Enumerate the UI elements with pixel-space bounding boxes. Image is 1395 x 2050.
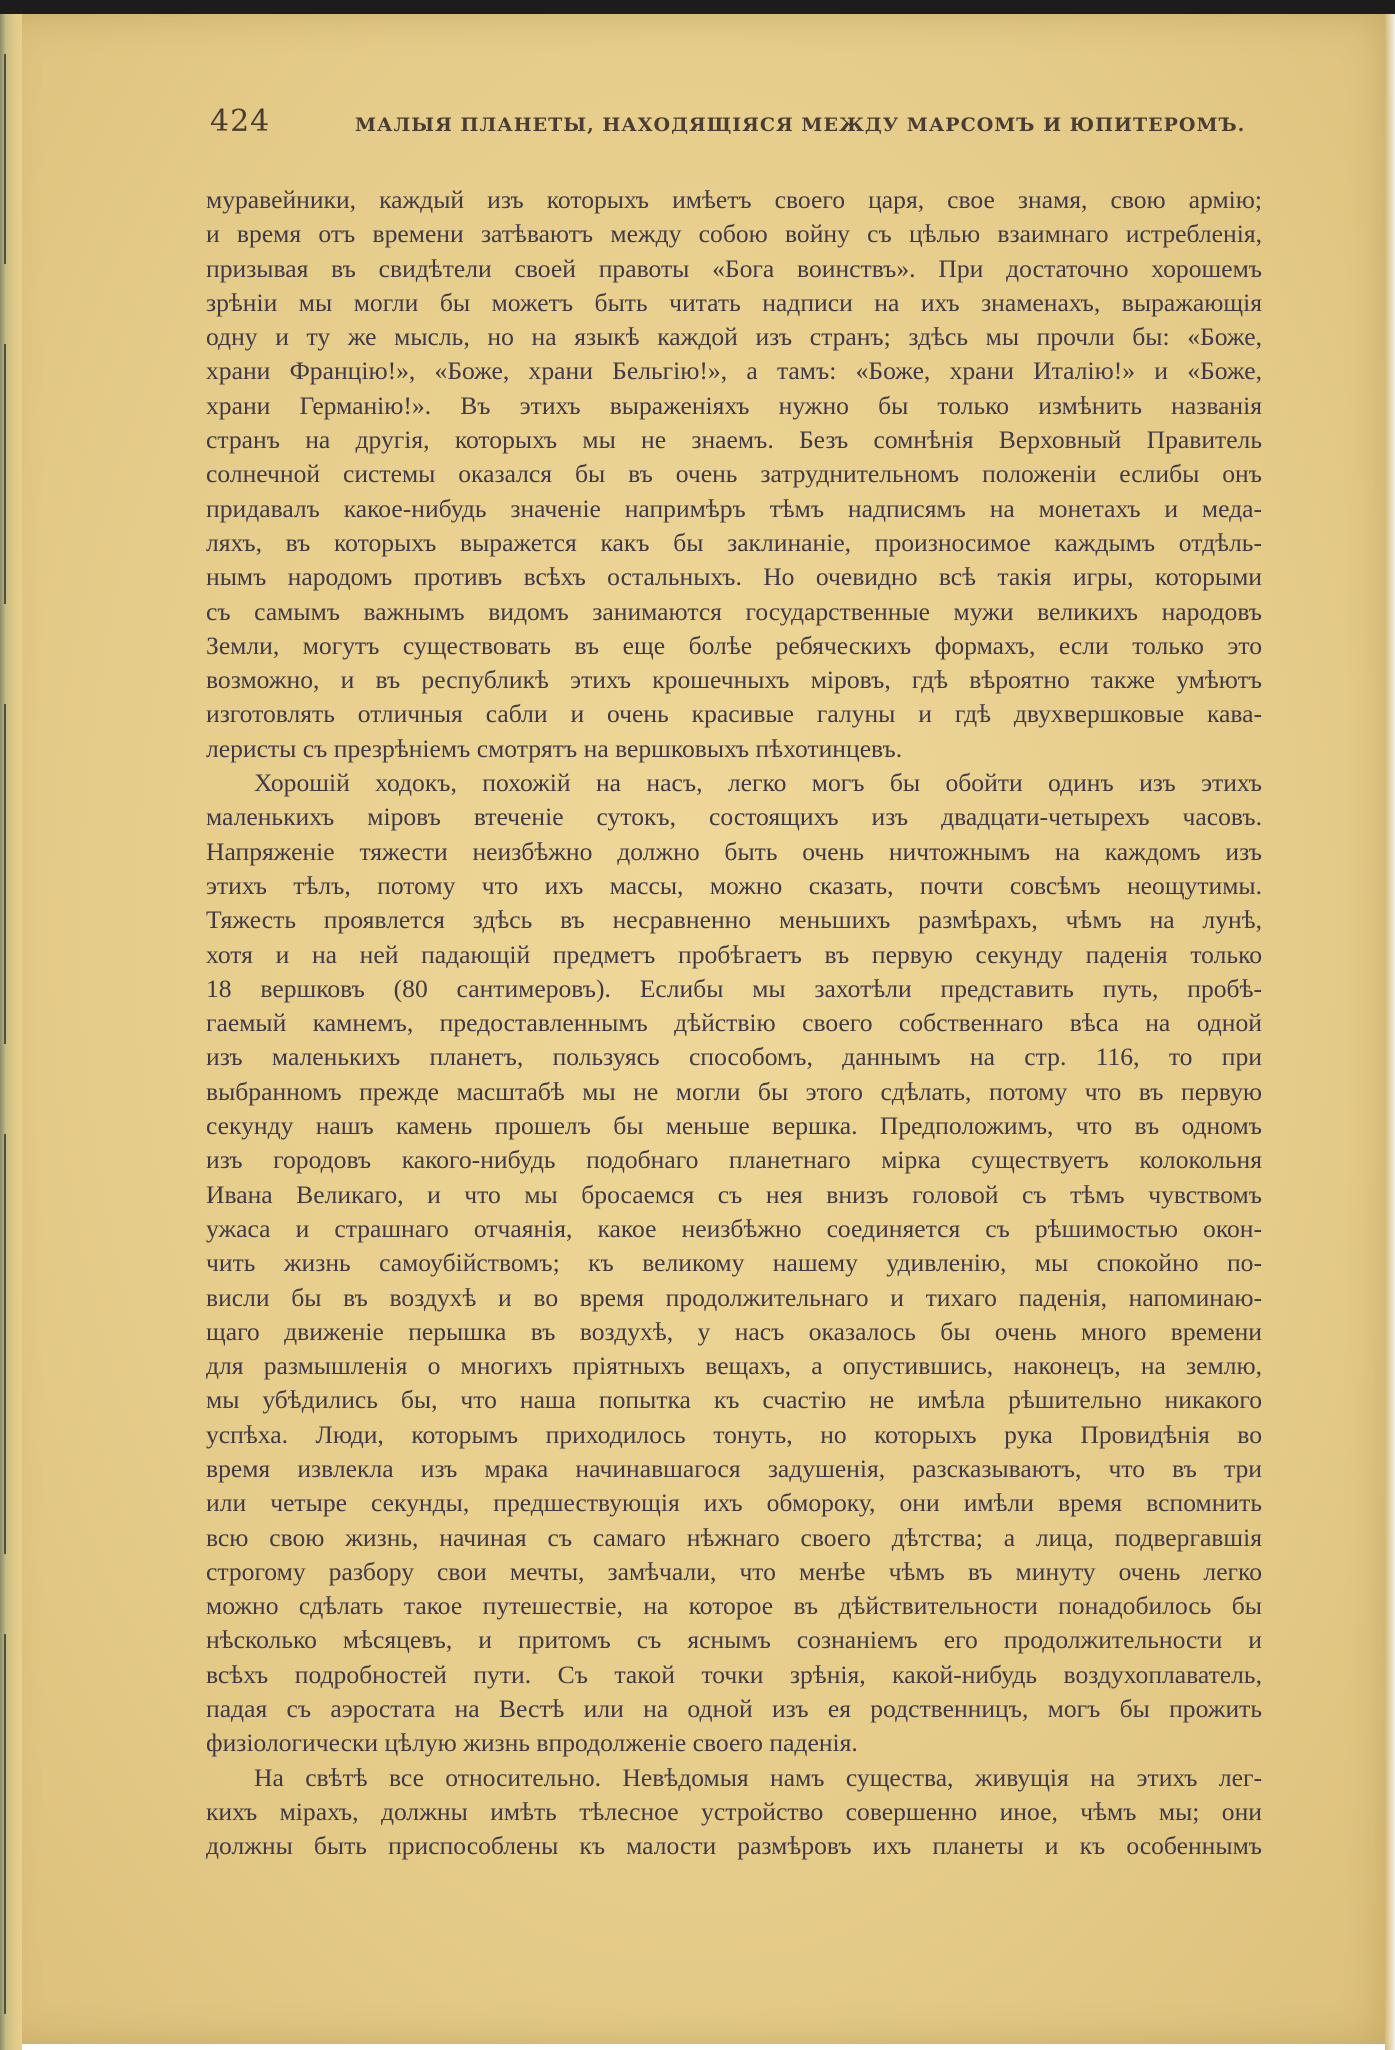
- text-line: нѣсколько мѣсяцевъ, и притомъ съ яснымъ сознаніемъ его продолжительности и: [206, 1625, 1262, 1655]
- text-line: висли бы въ воздухѣ и во время продолжительнаго и тихаго паденія, напоминаю-: [206, 1282, 1262, 1312]
- text-line: 18 вершковъ (80 сантимеровъ). Еслибы мы захотѣли представить путь, пробѣ-: [206, 973, 1262, 1003]
- text-line: кихъ мірахъ, должны имѣть тѣлесное устройство совершенно иное, чѣмъ мы; они: [206, 1796, 1262, 1826]
- text-line: одну и ту же мысль, но на языкѣ каждой изъ странъ; здѣсь мы прочли бы: «Боже,: [206, 322, 1262, 352]
- binding-mark: [4, 54, 6, 264]
- text-line: нымъ народомъ противъ всѣхъ остальныхъ. Но очевидно всѣ такія игры, которыми: [206, 562, 1262, 592]
- page-header: [210, 104, 1246, 144]
- text-line: гаемый камнемъ, предоставленнымъ дѣйствію своего собственнаго вѣса на одной: [206, 1008, 1262, 1038]
- text-line: храни Германію!». Въ этихъ выраженіяхъ нужно бы только измѣнить названія: [206, 390, 1262, 420]
- paragraph-first-line: На свѣтѣ все относительно. Невѣдомыя намъ существа, живущія на этихъ лег-: [254, 1762, 1262, 1792]
- binding-mark: [4, 344, 6, 604]
- text-line: успѣха. Люди, которымъ приходилось тонуть, но которыхъ рука Провидѣнія во: [206, 1419, 1262, 1449]
- text-line: зрѣніи мы могли бы можетъ быть читать надписи на ихъ знаменахъ, выражающія: [206, 287, 1262, 317]
- page-edge-shadow: [1385, 14, 1395, 2050]
- text-line: изготовлять отличныя сабли и очень красивые галуны и гдѣ двухвершковые кава-: [206, 699, 1262, 729]
- binding-mark: [4, 704, 6, 1044]
- text-line: леристы съ презрѣніемъ смотрятъ на вершковыхъ пѣхотинцевъ.: [206, 733, 903, 763]
- text-line: или четыре секунды, предшествующія ихъ обмороку, они имѣли время вспомнить: [206, 1488, 1262, 1518]
- text-line: маленькихъ міровъ втеченіе сутокъ, состоящихъ изъ двадцати-четырехъ часовъ.: [206, 802, 1262, 832]
- text-line: и время отъ времени затѣваютъ между собою войну съ цѣлью взаимнаго истребленія,: [206, 219, 1262, 249]
- text-line: всю свою жизнь, начиная съ самаго нѣжнаго своего дѣтства; а лица, подвергавшія: [206, 1522, 1262, 1552]
- text-line: странъ на другія, которыхъ мы не знаемъ. Безъ сомнѣнія Верховный Правитель: [206, 425, 1262, 455]
- body-text: [206, 183, 1262, 1864]
- text-line: физіологически цѣлую жизнь впродолженіе своего паденія.: [206, 1728, 858, 1758]
- text-line: Напряженіе тяжести неизбѣжно должно быть очень ничтожнымъ на каждомъ изъ: [206, 836, 1262, 866]
- paragraph-first-line: Хорошій ходокъ, похожій на насъ, легко могъ бы обойти одинъ изъ этихъ: [254, 768, 1262, 798]
- text-line: секунду нашъ камень прошелъ бы меньше вершка. Предположимъ, что въ одномъ: [206, 1111, 1262, 1141]
- text-line: ляхъ, въ которыхъ выражется какъ бы заклинаніе, произносимое каждымъ отдѣль-: [206, 527, 1262, 557]
- text-line: этихъ тѣлъ, потому что ихъ массы, можно сказать, почти совсѣмъ неощутимы.: [206, 870, 1262, 900]
- text-line: возможно, и въ республикѣ этихъ крошечныхъ міровъ, гдѣ вѣроятно также умѣютъ: [206, 665, 1262, 695]
- text-line: Ивана Великаго, и что мы бросаемся съ нея внизъ головой съ тѣмъ чувствомъ: [206, 1179, 1262, 1209]
- text-line: падая съ аэростата на Вестѣ или на одной изъ ея родственницъ, могъ бы прожить: [206, 1694, 1262, 1724]
- text-line: солнечной системы оказался бы въ очень затруднительномъ положеніи еслибы онъ: [206, 459, 1262, 489]
- text-line: строгому разбору свои мечты, замѣчали, что менѣе чѣмъ въ минуту очень легко: [206, 1556, 1262, 1586]
- text-line: время извлекла изъ мрака начинавшагося задушенія, разсказываютъ, что въ три: [206, 1453, 1262, 1483]
- text-line: для размышленія о многихъ пріятныхъ вещахъ, а опустившись, наконецъ, на землю,: [206, 1351, 1262, 1381]
- text-line: должны быть приспособлены къ малости размѣровъ ихъ планеты и къ особеннымъ: [206, 1831, 1262, 1861]
- text-line: всѣхъ подробностей пути. Съ такой точки зрѣнія, какой-нибудь воздухоплаватель,: [206, 1659, 1262, 1689]
- text-line: мы убѣдились бы, что наша попытка къ счастію не имѣла рѣшительно никакого: [206, 1385, 1262, 1415]
- text-line: съ самымъ важнымъ видомъ занимаются государственные мужи великихъ народовъ: [206, 596, 1262, 626]
- text-line: изъ городовъ какого-нибудь подобнаго планетнаго міpка существуетъ колокольня: [206, 1145, 1262, 1175]
- text-line: призывая въ свидѣтели своей правоты «Бога воинствъ». При достаточно хорошемъ: [206, 253, 1262, 283]
- text-line: Тяжесть проявлется здѣсь въ несравненно меньшихъ размѣрахъ, чѣмъ на лунѣ,: [206, 905, 1262, 935]
- text-line: чить жизнь самоубійствомъ; къ великому нашему удивленію, мы спокойно по-: [206, 1248, 1262, 1278]
- text-line: щаго движеніе перышка въ воздухѣ, у насъ оказалось бы очень много времени: [206, 1316, 1262, 1346]
- binding-gutter: [0, 14, 22, 2050]
- text-line: можно сдѣлать такое путешествіе, на которое въ дѣйствительности понадобилось бы: [206, 1591, 1262, 1621]
- binding-mark: [4, 1134, 6, 1554]
- text-line: храни Францію!», «Боже, храни Бельгію!», а тамъ: «Боже, храни Италію!» и «Боже,: [206, 356, 1262, 386]
- text-line: Земли, могутъ существовать въ еще болѣе ребяческихъ формахъ, если только это: [206, 630, 1262, 660]
- binding-mark: [4, 1634, 6, 2014]
- text-line: придавалъ какое-нибудь значеніе напримѣръ тѣмъ надписямъ на монетахъ и меда-: [206, 493, 1262, 523]
- text-line: хотя и на ней падающій предметъ пробѣгаетъ въ первую секунду паденія только: [206, 939, 1262, 969]
- text-line: выбранномъ прежде масштабѣ мы не могли бы этого сдѣлать, потому что въ первую: [206, 1076, 1262, 1106]
- scan-top-edge: [0, 0, 1395, 14]
- text-line: изъ маленькихъ планетъ, пользуясь способомъ, даннымъ на стр. 116, то при: [206, 1042, 1262, 1072]
- text-line: муравейники, каждый изъ которыхъ имѣетъ своего царя, свое знамя, свою армію;: [206, 185, 1262, 214]
- page-number: 424: [210, 104, 271, 139]
- text-line: ужаса и страшнаго отчаянія, какое неизбѣжно соединяется съ рѣшимостью окон-: [206, 1213, 1262, 1243]
- running-head: МАЛЫЯ ПЛАНЕТЫ, НАХОДЯЩІЯСЯ МЕЖДУ МАРСОМЪ И ЮПИТЕРОМЪ.: [355, 114, 1246, 136]
